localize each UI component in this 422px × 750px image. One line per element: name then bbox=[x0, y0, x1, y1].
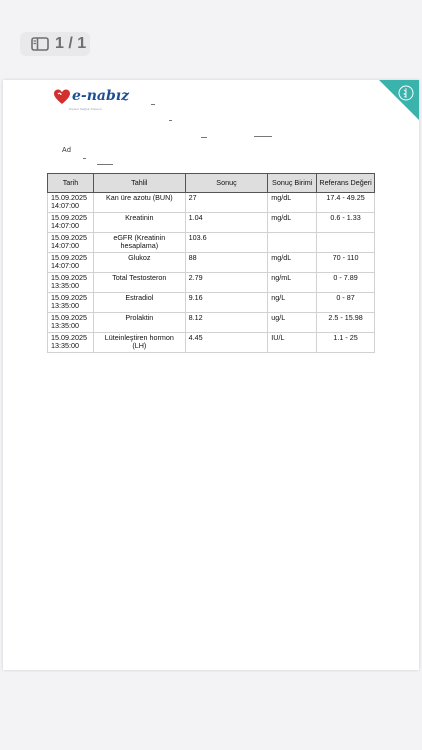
cell-reference: 0 - 7.89 bbox=[317, 273, 375, 293]
cell-reference: 2.5 - 15.98 bbox=[317, 313, 375, 333]
redacted-mark bbox=[97, 164, 113, 165]
cell-date: 15.09.2025 14:07:00 bbox=[48, 233, 94, 253]
table-row bbox=[48, 213, 375, 233]
cell-unit: ug/L bbox=[268, 313, 317, 333]
ministry-emblem-icon bbox=[379, 80, 419, 120]
lab-results-table bbox=[47, 173, 375, 353]
cell-date: 15.09.2025 13:35:00 bbox=[48, 333, 94, 353]
column-header-reference: Referans Değeri bbox=[317, 174, 375, 193]
redacted-mark bbox=[254, 136, 272, 137]
cell-date: 15.09.2025 14:07:00 bbox=[48, 193, 94, 213]
table-row bbox=[48, 253, 375, 273]
cell-date: 15.09.2025 13:35:00 bbox=[48, 293, 94, 313]
cell-unit: mg/dL bbox=[268, 193, 317, 213]
logo-subtext: Kişisel Sağlık Sistemi bbox=[69, 107, 102, 111]
table-row bbox=[48, 333, 375, 353]
cell-date: 15.09.2025 14:07:00 bbox=[48, 213, 94, 233]
owner-name-label: Ad bbox=[62, 147, 72, 154]
cell-reference: 1.1 - 25 bbox=[317, 333, 375, 353]
cell-date: 15.09.2025 13:35:00 bbox=[48, 273, 94, 293]
cell-result: 4.45 bbox=[185, 333, 268, 353]
cell-test: Glukoz bbox=[93, 253, 185, 273]
cell-reference: 0 - 87 bbox=[317, 293, 375, 313]
table-row bbox=[48, 293, 375, 313]
cell-date: 15.09.2025 14:07:00 bbox=[48, 253, 94, 273]
redacted-mark bbox=[151, 104, 155, 105]
cell-unit: IU/L bbox=[268, 333, 317, 353]
cell-result: 88 bbox=[185, 253, 268, 273]
cell-test: Prolaktin bbox=[93, 313, 185, 333]
table-row bbox=[48, 273, 375, 293]
cell-reference: 0.6 - 1.33 bbox=[317, 213, 375, 233]
table-header-row bbox=[48, 174, 375, 193]
cell-unit: ng/L bbox=[268, 293, 317, 313]
cell-reference: 70 - 110 bbox=[317, 253, 375, 273]
page-count: 1 / 1 bbox=[55, 35, 87, 52]
cell-result: 1.04 bbox=[185, 213, 268, 233]
table-row bbox=[48, 313, 375, 333]
column-header-result: Sonuç bbox=[185, 174, 268, 193]
cell-result: 27 bbox=[185, 193, 268, 213]
cell-result: 103.6 bbox=[185, 233, 268, 253]
document-page bbox=[3, 80, 419, 670]
cell-unit bbox=[268, 233, 317, 253]
cell-unit: ng/mL bbox=[268, 273, 317, 293]
table-row bbox=[48, 233, 375, 253]
cell-result: 8.12 bbox=[185, 313, 268, 333]
cell-unit: mg/dL bbox=[268, 253, 317, 273]
cell-test: Estradiol bbox=[93, 293, 185, 313]
cell-reference: 17.4 - 49.25 bbox=[317, 193, 375, 213]
table-row bbox=[48, 193, 375, 213]
logo-text: e-nabız bbox=[72, 88, 130, 104]
cell-test: Kan üre azotu (BUN) bbox=[93, 193, 185, 213]
redacted-mark bbox=[201, 137, 207, 138]
column-header-unit: Sonuç Birimi bbox=[268, 174, 317, 193]
redacted-mark bbox=[83, 158, 86, 159]
cell-test: Total Testosteron bbox=[93, 273, 185, 293]
heart-icon bbox=[53, 88, 71, 106]
column-header-test: Tahlil bbox=[93, 174, 185, 193]
redacted-mark bbox=[169, 120, 172, 121]
column-header-date: Tarih bbox=[48, 174, 94, 193]
cell-test: Lüteinleştiren hormon (LH) bbox=[93, 333, 185, 353]
cell-unit: mg/dL bbox=[268, 213, 317, 233]
cell-test: eGFR (Kreatinin hesaplama) bbox=[93, 233, 185, 253]
sidebar-icon[interactable] bbox=[31, 37, 49, 51]
cell-result: 9.16 bbox=[185, 293, 268, 313]
cell-result: 2.79 bbox=[185, 273, 268, 293]
cell-test: Kreatinin bbox=[93, 213, 185, 233]
cell-date: 15.09.2025 13:35:00 bbox=[48, 313, 94, 333]
cell-reference bbox=[317, 233, 375, 253]
page-indicator[interactable] bbox=[20, 32, 90, 56]
